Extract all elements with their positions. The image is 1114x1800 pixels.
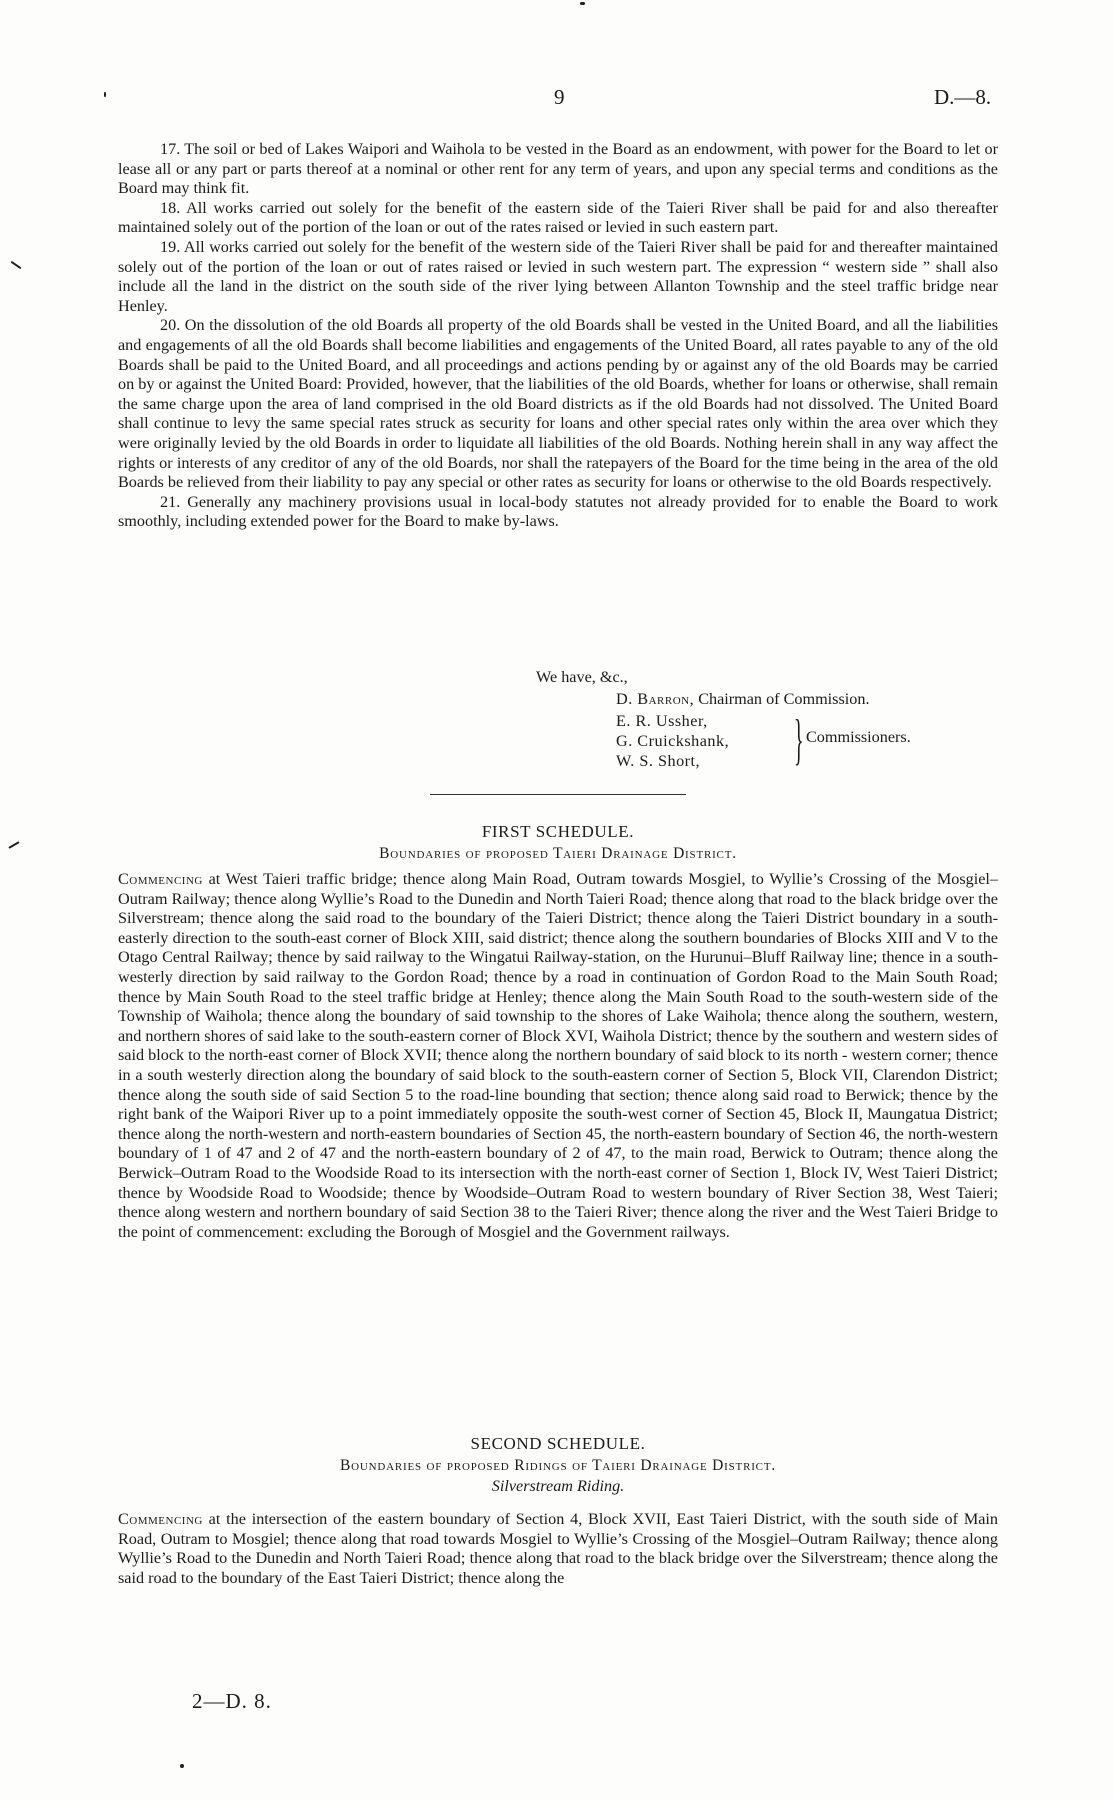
first-schedule-text (118, 870, 998, 1242)
paragraph-20: 20. On the dissolution of the old Boards all property of the old Boards shall be vested in the United Board, and all the liabilities and engagements of all the old Boards shall become liabilities and engagements of the United Board, all rates payable to any of the old Boards shall be paid to the United Board, and all proceedings and actions pending by or against any of the old Boards may be carried on by or against the United Board: Provided, however, that the liabilities of the old Boards, whether for loans or otherwise, shall remain the same charge upon the area of land comprised in the old Board districts as if the old Boards had not dissolved. The United Board shall continue to levy the same special rates struck as security for loans and other special rates only within the area over which they were originally levied by the old Boards in order to liquidate all liabilities of the old Boards. Nothing herein shall in any way affect the rights or interests of any creditor of any of the old Boards, nor shall the ratepayers of the Board for the time being in the area of the old Boards be relieved from their liability to pay any special or other rates as security for loans or otherwise to the old Boards respectively. (118, 316, 998, 492)
chairman-line (616, 690, 870, 710)
first-schedule-heading (118, 822, 998, 863)
print-speck (8, 841, 19, 849)
second-schedule-text (118, 1510, 998, 1588)
page-number: 9 (554, 85, 565, 109)
schedule-paragraph (118, 870, 998, 1242)
print-speck (580, 2, 585, 5)
chairman-title: Chairman of Commission. (698, 690, 870, 708)
print-speck (180, 1764, 184, 1768)
section-divider (430, 794, 686, 795)
lead-word: Commencing (118, 870, 203, 888)
brace-mark: } (794, 709, 804, 771)
print-speck (11, 261, 22, 270)
paragraph-21: 21. Generally any machinery provisions usual in local-body statutes not already provided for to enable the Board to work smoothly, including extended power for the Board to make by-laws. (118, 492, 998, 531)
commissioner-name: G. Cruickshank, (616, 732, 730, 750)
paragraph-19: 19. All works carried out solely for the benefit of the western side of the Taieri River shall be paid for and thereafter maintained solely out of the portion of the loan or out of rates raised or levied in such western part. The expression “ western side ” shall also include all the land in the district on the south side of the river lying between Allanton Township and the steel traffic bridge near Henley. (118, 237, 998, 315)
schedule-title: SECOND SCHEDULE. (470, 1434, 646, 1453)
schedule-paragraph (118, 1510, 998, 1588)
numbered-paragraphs (118, 140, 998, 532)
closing-line: We have, &c., (536, 668, 628, 686)
chairman-name: D. Barron, (616, 690, 695, 708)
commissioner-name: W. S. Short, (616, 752, 701, 770)
paragraph-17: 17. The soil or bed of Lakes Waipori and Waihola to be vested in the Board as an endowment, with power for the Board to let or lease all or any part or parts thereof at a nominal or other rent for any term of years, and upon any special terms and conditions as the Board may think fit. (118, 140, 998, 198)
paragraph-18: 18. All works carried out solely for the benefit of the eastern side of the Taieri River shall be paid for and also thereafter maintained solely out of the portion of the loan or out of the rates raised or levied in such eastern part. (118, 198, 998, 237)
document-reference: D.—8. (934, 85, 992, 109)
signature-mark: 2—D. 8. (192, 1689, 272, 1713)
riding-name: Silverstream Riding. (491, 1477, 625, 1496)
commissioners-label: Commissioners. (806, 728, 911, 746)
schedule-body: at West Taieri traffic bridge; thence along Main Road, Outram towards Mosgiel, to Wyllie’s Crossing of the Mosgiel–Outram Railway; thence along Wyllie’s Road to the Dunedin and North Taieri Road; thence along that road to the black bridge over the Silverstream; thence along the said road to the boundary of the Taieri District; thence along the Taieri District boundary in a south-easterly direction to the south-east corner of Block XIII, said district; thence along the southern boundaries of Blocks XIII and V to the Otago Central Railway; thence by said railway to the Wingatui Railway-station, on the Hurunui–Bluff Railway line; thence in a south-westerly direction by said railway to the Gordon Road; thence by a road in continuation of Gordon Road to the Main South Road; thence by Main South Road to the steel traffic bridge at Henley; thence along the Main South Road to the south-western side of the Township of Waihola; thence along the boundary of said township to the shores of Lake Waihola; thence along the southern, western, and northern shores of said lake to the south-eastern corner of Block XVI, Waihola District; thence by the southern and western sides of said block to the north-east corner of Block XVII; thence along the northern boundary of said block to its north - western corner; thence in a south westerly direction along the boundary of said block to the south-eastern corner of Section 5, Block VII, Clarendon District; thence along the south side of said Section 5 to the road-line bounding that section; thence along said road to Berwick; thence by the right bank of the Waipori River up to a point immediately opposite the south-west corner of Section 45, Block II, Maungatua District; thence along the north-western and north-eastern boundaries of Section 45, the north-eastern boundary of Section 46, the north-western boundary of 1 of 47 and 2 of 47 and the north-eastern boundary of 2 of 47, to the main road, Berwick to Outram; thence along the Berwick–Outram Road to the Woodside Road to its intersection with the north-east corner of Section 1, Block IV, West Taieri District; thence by Woodside Road to Woodside; thence by Woodside–Outram Road to western boundary of River Section 38, West Taieri; thence along western and northern boundary of said Section 38 to the Taieri River; thence along the river and the West Taieri Bridge to the point of commencement: excluding the Borough of Mosgiel and the Government railways. (118, 870, 998, 1241)
schedule-subtitle: Boundaries of proposed Taieri Drainage District. (379, 844, 737, 862)
page-header (0, 85, 1114, 112)
schedule-body: at the intersection of the eastern boundary of Section 4, Block XVII, East Taieri District, with the south side of Main Road, Outram to Mosgiel; thence along that road towards Mosgiel to Wyllie’s Crossing of the Mosgiel–Outram Railway; thence along Wyllie’s Road to the Dunedin and North Taieri Road; thence along that road to the black bridge over the Silverstream; thence along the said road to the boundary of the East Taieri District; thence along the (118, 1510, 998, 1587)
commissioner-name: E. R. Ussher, (616, 712, 708, 730)
lead-word: Commencing (118, 1510, 203, 1528)
schedule-title: FIRST SCHEDULE. (481, 822, 635, 841)
schedule-subtitle: Boundaries of proposed Ridings of Taieri Drainage District. (339, 1456, 777, 1474)
second-schedule-heading (118, 1434, 998, 1497)
